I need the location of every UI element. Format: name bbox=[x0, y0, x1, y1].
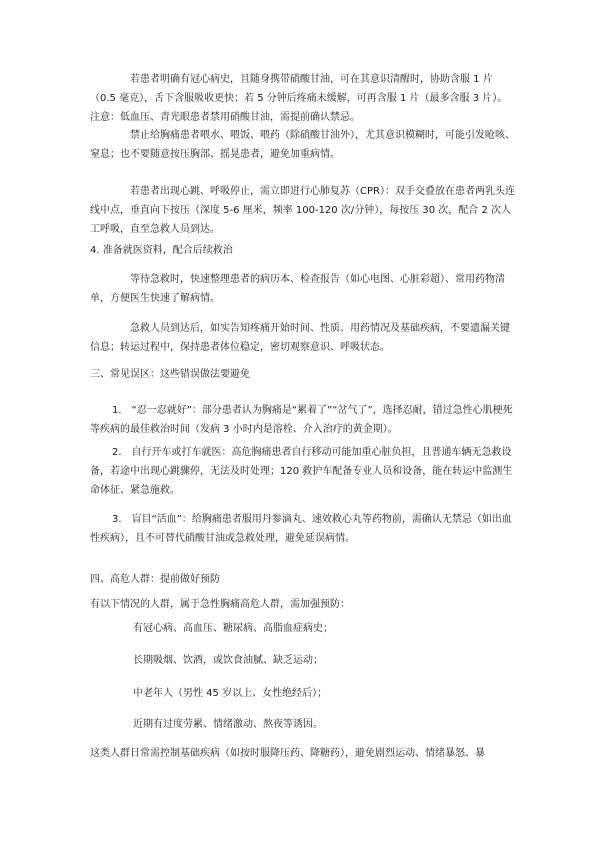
section-heading-misconceptions: 三、常见误区：这些错误做法要避免 bbox=[90, 369, 250, 380]
paragraph-no-feeding: 禁止给胸痛患者喂水、喂饭、喂药（除硝酸甘油外），尤其意识模糊时，可能引发呛咳、窒息；也不要随意按压胸部、摇晃患者，避免加重病情。 bbox=[90, 130, 515, 160]
paragraph-medical-records: 等待急救时，快速整理患者的病历本、检查报告（如心电图、心脏彩超）、常用药物清单，方便医生快速了解病情。 bbox=[90, 274, 505, 304]
risk-item: 近期有过度劳累、情绪激动、熬夜等诱因。 bbox=[133, 719, 323, 730]
section-heading-prepare: 4. 准备就医资料，配合后续救治 bbox=[90, 245, 233, 256]
paragraph-nitroglycerin: 若患者明确有冠心病史，且随身携带硝酸甘油，可在其意识清醒时，协助含服 1 片（0.5 毫克），舌下含服吸收更快；若 5 分钟后疼痛未缓解，可再含服 1 片（最多含服 3 片）。注意：低血压、青光眼患者禁用硝酸甘油，需提前确认禁忌。 bbox=[90, 74, 508, 123]
section-heading-high-risk: 四、高危人群：提前做好预防 bbox=[90, 574, 220, 585]
paragraph-cpr: 若患者出现心跳、呼吸停止，需立即进行心肺复苏（CPR）：双手交叠放在患者两乳头连线中点，垂直向下按压（深度 5-6 厘米，频率 100-120 次/分钟），每按压 30 次，配合 2 次人工呼吸，直至急救人员到达。 bbox=[90, 186, 515, 235]
misconception-item-1: 1. “忍一忍就好”：部分患者认为胸痛是“累着了”“岔气了”，选择忍耐，错过急性心肌梗死等疾病的最佳救治时间（发病 3 小时内是溶栓、介入治疗的黄金期）。 bbox=[90, 405, 513, 435]
misconception-item-2: 2. 自行开车或打车就医：高危胸痛患者自行移动可能加重心脏负担，且普通车辆无急救设备，若途中出现心跳骤停，无法及时处理；120 救护车配备专业人员和设备，能在转运中监测生命体征、紧急施救。 bbox=[90, 447, 513, 496]
misconception-item-3: 3. 盲目“活血”：给胸痛患者服用丹参滴丸、速效救心丸等药物前，需确认无禁忌（如出血性疾病），且不可替代硝酸甘油或急救处理，避免延误病情。 bbox=[90, 514, 512, 544]
risk-item: 长期吸烟、饮酒，或饮食油腻、缺乏运动； bbox=[133, 655, 323, 666]
risk-item: 中老年人（男性 45 岁以上、女性绝经后）； bbox=[133, 688, 328, 699]
paragraph-high-risk-intro: 有以下情况的人群，属于急性胸痛高危人群，需加强预防： bbox=[90, 599, 350, 610]
risk-item: 有冠心病、高血压、糖尿病、高脂血症病史； bbox=[133, 623, 333, 634]
paragraph-ems-arrival: 急救人员到达后，如实告知疼痛开始时间、性质、用药情况及基础疾病，不要遗漏关键信息；转运过程中，保持患者体位稳定，密切观察意识、呼吸状态。 bbox=[90, 323, 510, 353]
paragraph-closing: 这类人群日常需控制基础疾病（如按时服降压药、降糖药），避免剧烈运动、情绪暴怒、暴 bbox=[90, 748, 485, 759]
